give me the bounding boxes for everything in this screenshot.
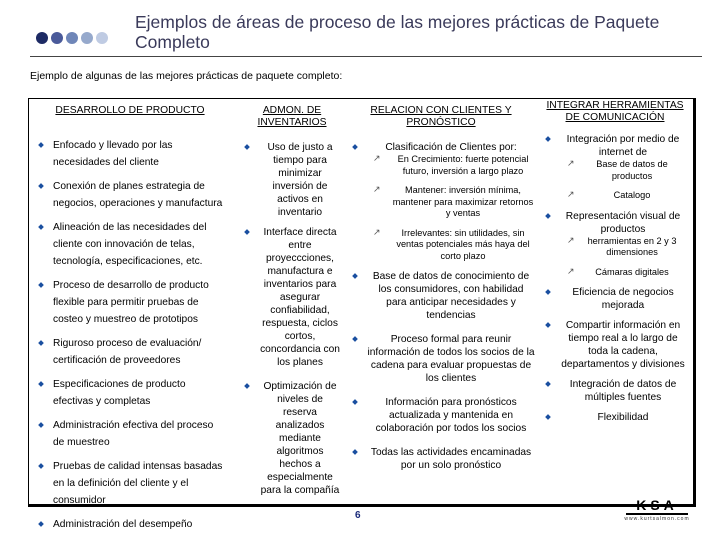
list-item (347, 141, 535, 262)
bullet-list (545, 133, 685, 424)
bullet-list (33, 137, 227, 533)
sub-list-item: ↗ herramientas en 2 y 3 dimensiones (561, 236, 685, 259)
list-item: Enfocado y llevado por las necesidades del cliente (33, 137, 227, 171)
title-dot (51, 32, 63, 44)
list-item: Interface directa entre proyeccciones, manufactura e inventarios para asegurar confiabilidad, respuesta, ciclos cortos, concordancia con los planes (243, 226, 341, 369)
sub-list-item: ↗ Cámaras digitales (561, 267, 685, 279)
column-herramientas-comunicacion (545, 100, 685, 424)
list-item: Compartir información en tiempo real a lo largo de toda la cadena, departamentos y divisiones (545, 319, 685, 371)
logo-divider (626, 513, 688, 515)
title-dots (36, 32, 108, 44)
list-item: Integración de datos de múltiples fuentes (545, 378, 685, 404)
title-dot (36, 32, 48, 44)
sub-list (367, 154, 535, 262)
column-heading: DESARROLLO DE PRODUCTO (55, 105, 205, 116)
list-item: Optimización de niveles de reserva analizados mediante algoritmos hechos a especialmente para la compañía (243, 380, 341, 497)
list-item-label: Integración por medio de internet de (566, 134, 680, 158)
column-heading: ADMON. DE INVENTARIOS (257, 105, 327, 128)
sub-list (561, 159, 685, 202)
title-dot (66, 32, 78, 44)
ksa-logo (622, 498, 692, 522)
logo-text: KSA (636, 497, 678, 513)
logo-url: www.kurtsalmon.com (624, 516, 690, 522)
column-admon-inventarios (243, 105, 341, 497)
list-item: Proceso de desarrollo de producto flexible para permitir pruebas de costeo y muestreo de prototipos (33, 277, 227, 328)
list-item: Pruebas de calidad intensas basadas en la definición del cliente y el consumidor (33, 458, 227, 509)
list-item: Especificaciones de producto efectivas y completas (33, 376, 227, 410)
column-relacion-clientes (347, 105, 535, 472)
list-item: Todas las actividades encaminadas por un solo pronóstico (347, 446, 535, 472)
sub-list-item: ↗ Base de datos de productos (561, 159, 685, 182)
list-item: Alineación de las necesidades del cliente con innovación de telas, tecnología, especificaciones, etc. (33, 219, 227, 270)
sub-list-item: ↗ Mantener: inversión mínima, mantener para maximizar retornos y ventas (367, 185, 535, 220)
list-item: Flexibilidad (545, 411, 685, 424)
list-item: Riguroso proceso de evaluación/ certificación de proveedores (33, 335, 227, 369)
title-dot (81, 32, 93, 44)
list-item (545, 133, 685, 202)
list-item (545, 210, 685, 279)
sub-list-item: ↗ En Crecimiento: fuerte potencial futuro, inversión a largo plazo (367, 154, 535, 177)
page-number: 6 (355, 510, 361, 521)
column-heading: INTEGRAR HERRAMIENTAS DE COMUNICACIÓN (546, 100, 684, 123)
list-item: Uso de justo a tiempo para minimizar inversión de activos en inventario (243, 141, 341, 219)
title-divider (30, 56, 702, 57)
page-title: Ejemplos de áreas de proceso de las mejores prácticas de Paquete Completo (135, 12, 660, 52)
list-item: Proceso formal para reunir información de todos los socios de la cadena para evaluar propuestas de los clientes (347, 333, 535, 385)
bullet-list (347, 141, 535, 472)
list-item: Conexión de planes estrategia de negocios, operaciones y manufactura (33, 178, 227, 212)
sub-list-item: ↗ Catalogo (561, 190, 685, 202)
bullet-list (243, 141, 341, 497)
intro-text: Ejemplo de algunas de las mejores prácticas de paquete completo: (30, 70, 343, 82)
title-dot (96, 32, 108, 44)
list-item-label: Representación visual de productos (565, 210, 681, 235)
list-item-label: Clasificación de Clientes por: (385, 142, 517, 153)
sub-list (561, 236, 685, 279)
list-item: Administración efectiva del proceso de muestreo (33, 417, 227, 451)
list-item: Información para pronósticos actualizada y mantenida en colaboración por todos los socios (347, 396, 535, 435)
list-item: Base de datos de conocimiento de los consumidores, con habilidad para anticipar necesidades y tendencias (347, 270, 535, 322)
sub-list-item: ↗ Irrelevantes: sin utilidades, sin ventas potenciales más haya del corto plazo (367, 228, 535, 263)
column-heading: RELACION CON CLIENTES Y PRONÓSTICO (370, 105, 512, 128)
column-desarrollo-producto (33, 105, 227, 533)
list-item: Eficiencia de negocios mejorada (545, 286, 685, 312)
list-item: Administración del desempeño (33, 516, 227, 533)
